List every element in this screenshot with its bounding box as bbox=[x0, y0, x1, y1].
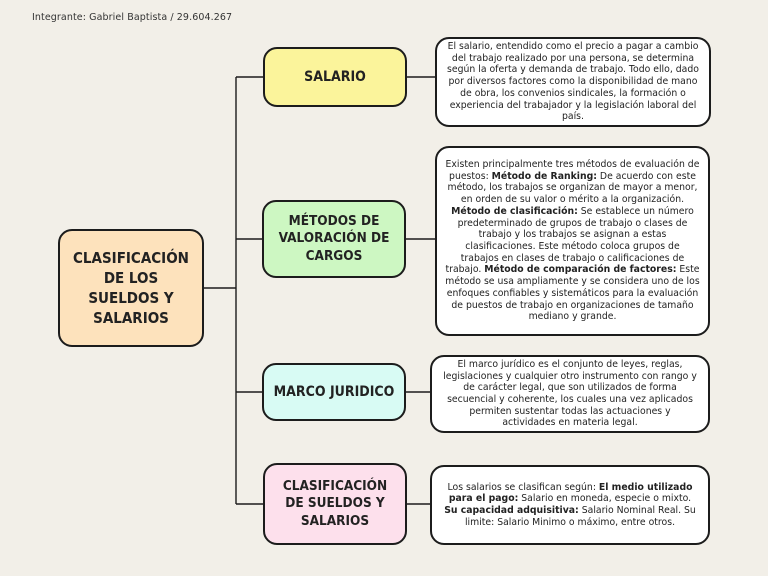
clasificacion-description-text bbox=[442, 482, 698, 529]
salario-title: SALARIO bbox=[304, 68, 366, 85]
clasificacion-intro: Los salarios se clasifican según: bbox=[447, 481, 599, 493]
main-topic-title: CLASIFICACIÓN DE LOS SUELDOS Y SALARIOS bbox=[73, 248, 189, 328]
clasificacion-title: CLASIFICACIÓN DE SUELDOS Y SALARIOS bbox=[282, 477, 388, 529]
metodos-description-text bbox=[445, 159, 700, 323]
metodos-description bbox=[435, 146, 710, 336]
marco-juridico-title: MARCO JURIDICO bbox=[273, 383, 395, 400]
marco-juridico-box bbox=[262, 363, 406, 421]
main-topic-box bbox=[58, 229, 204, 347]
purchasing-capacity-label: Su capacidad adquisitiva: bbox=[444, 505, 579, 516]
method-classification-label: Método de clasificación: bbox=[451, 205, 578, 217]
method-classification-text: Se establece un número predeterminado de grupos de trabajo o clases de trabajo y los trabajos se asignan a estas clasificaciones. Este método coloca grupos de trabajos en clases de trabajo o calificaciones de trabajo. bbox=[445, 205, 694, 276]
salario-description bbox=[435, 37, 711, 127]
metodos-title: MÉTODOS DE VALORACIÓN DE CARGOS bbox=[278, 212, 390, 264]
purchasing-capacity-text: Salario Nominal Real. Su limite: Salario Minimo o máximo, entre otros. bbox=[464, 505, 696, 528]
method-ranking-label: Método de Ranking: bbox=[491, 170, 597, 182]
method-factor-comparison-label: Método de comparación de factores: bbox=[484, 264, 677, 276]
author-credit: Integrante: Gabriel Baptista / 29.604.267 bbox=[32, 12, 233, 23]
marco-juridico-description-text: El marco jurídico es el conjunto de leyes, reglas, legislaciones y cualquier otro instrumento con rango y de carácter legal, que son utilizados de forma secuencial y coherente, los cuales una vez aplicados permiten sustentar todas las actuaciones y actividades en materia legal. bbox=[443, 358, 697, 429]
payment-medium-label: El medio utilizado para el pago: bbox=[448, 481, 693, 505]
marco-juridico-description bbox=[430, 355, 710, 433]
method-factor-comparison-text: Este método se usa ampliamente y se considera uno de los enfoques confiables y sistemáticos para la evaluación de puestos de trabajo en organizaciones de tamaño mediano y grande. bbox=[445, 264, 700, 323]
clasificacion-description bbox=[430, 465, 710, 545]
method-ranking-text: De acuerdo con este método, los trabajos se organizan de mayor a menor, en orden de su valor o mérito a la organización. bbox=[447, 170, 698, 206]
clasificacion-box bbox=[263, 463, 407, 545]
payment-medium-text: Salario en moneda, especie o mixto. bbox=[518, 493, 692, 505]
metodos-intro: Existen principalmente tres métodos de evaluación de puestos: bbox=[445, 159, 700, 182]
metodos-box bbox=[262, 200, 406, 278]
salario-description-text: El salario, entendido como el precio a pagar a cambio del trabajo realizado por una persona, se determina según la oferta y demanda de trabajo. Todo ello, dado por diversos factores como la disponibilidad de mano de obra, los convenios sindicales, la formación o experiencia del trabajador y la legislación laboral del país. bbox=[447, 41, 699, 123]
salario-box bbox=[263, 47, 407, 107]
